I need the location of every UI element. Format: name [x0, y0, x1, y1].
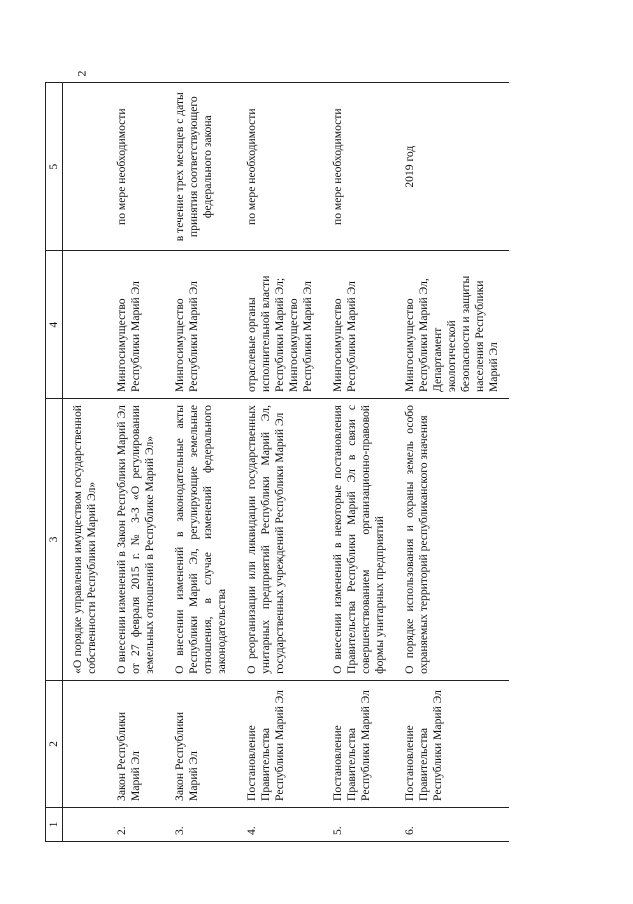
responsible-body: Мингосимущество Республики Марий Эл: [165, 251, 237, 399]
table-row: [165, 83, 237, 842]
document-type: Закон Республики Марий Эл: [165, 680, 237, 807]
row-number: 5.: [323, 807, 395, 841]
col-header-1: 1: [46, 807, 63, 841]
deadline: 2019 год: [395, 83, 509, 251]
col-header-2: 2: [46, 680, 63, 807]
document-title: «О порядке управления имуществом государственной собственности Республики Марий Эл»: [63, 399, 108, 681]
page-number: 2: [74, 70, 89, 77]
document-type: [63, 680, 108, 807]
document-type: Постановление Правительства Республики Марий Эл: [323, 680, 395, 807]
col-header-3: 3: [46, 399, 63, 681]
responsible-body: отраслевые органы исполнительной власти Республики Марий Эл; Мингосимущество Республики Марий Эл: [237, 251, 323, 399]
deadline: по мере необходимости: [107, 83, 165, 251]
responsible-body: Мингосимущество Республики Марий Эл: [107, 251, 165, 399]
responsible-body: [63, 251, 108, 399]
table-row: [237, 83, 323, 842]
document-title: О реорганизации или ликвидации государственных унитарных предприятий Республики Марий Эл, государственных учреждений Республики Марий Эл: [237, 399, 323, 681]
deadline: по мере необходимости: [237, 83, 323, 251]
responsible-body: Мингосимущество Республики Марий Эл: [323, 251, 395, 399]
document-title: О внесении изменений в законодательные акты Республики Марий Эл, регулирующие земельные отношения, в случае изменений федерального законодательства: [165, 399, 237, 681]
responsible-body: Мингосимущество Республики Марий Эл, Департамент экологической безопасности и защиты населения Республики Марий Эл: [395, 251, 509, 399]
table-row: [323, 83, 395, 842]
deadline: по мере необходимости: [323, 83, 395, 251]
document-type: Постановление Правительства Республики Марий Эл: [395, 680, 509, 807]
document-type: Закон Республики Марий Эл: [107, 680, 165, 807]
document-type: Постановление Правительства Республики Марий Эл: [237, 680, 323, 807]
deadline: в течение трех месяцев с даты принятия соответствующего федерального закона: [165, 83, 237, 251]
row-number: [63, 807, 108, 841]
row-number: 3.: [165, 807, 237, 841]
document-title: О внесении изменений в Закон Республики Марий Эл от 27 февраля 2015 г. № 3-З «О регулировании земельных отношений в Республике Марий Эл»: [107, 399, 165, 681]
col-header-5: 5: [46, 83, 63, 251]
rotated-table-container: [45, 82, 525, 842]
table-row: [107, 83, 165, 842]
row-number: 2.: [107, 807, 165, 841]
document-title: О порядке использования и охраны земель особо охраняемых территорий республиканского значения: [395, 399, 509, 681]
row-number: 6.: [395, 807, 509, 841]
col-header-4: 4: [46, 251, 63, 399]
plan-table: [45, 82, 509, 842]
deadline: [63, 83, 108, 251]
table-row: [395, 83, 509, 842]
document-title: О внесении изменений в некоторые постановления Правительства Республики Марий Эл в связи с совершенствованием организационно-правовой формы унитарных предприятий: [323, 399, 395, 681]
table-row: [63, 83, 108, 842]
table-header-row: [46, 83, 63, 842]
row-number: 4.: [237, 807, 323, 841]
